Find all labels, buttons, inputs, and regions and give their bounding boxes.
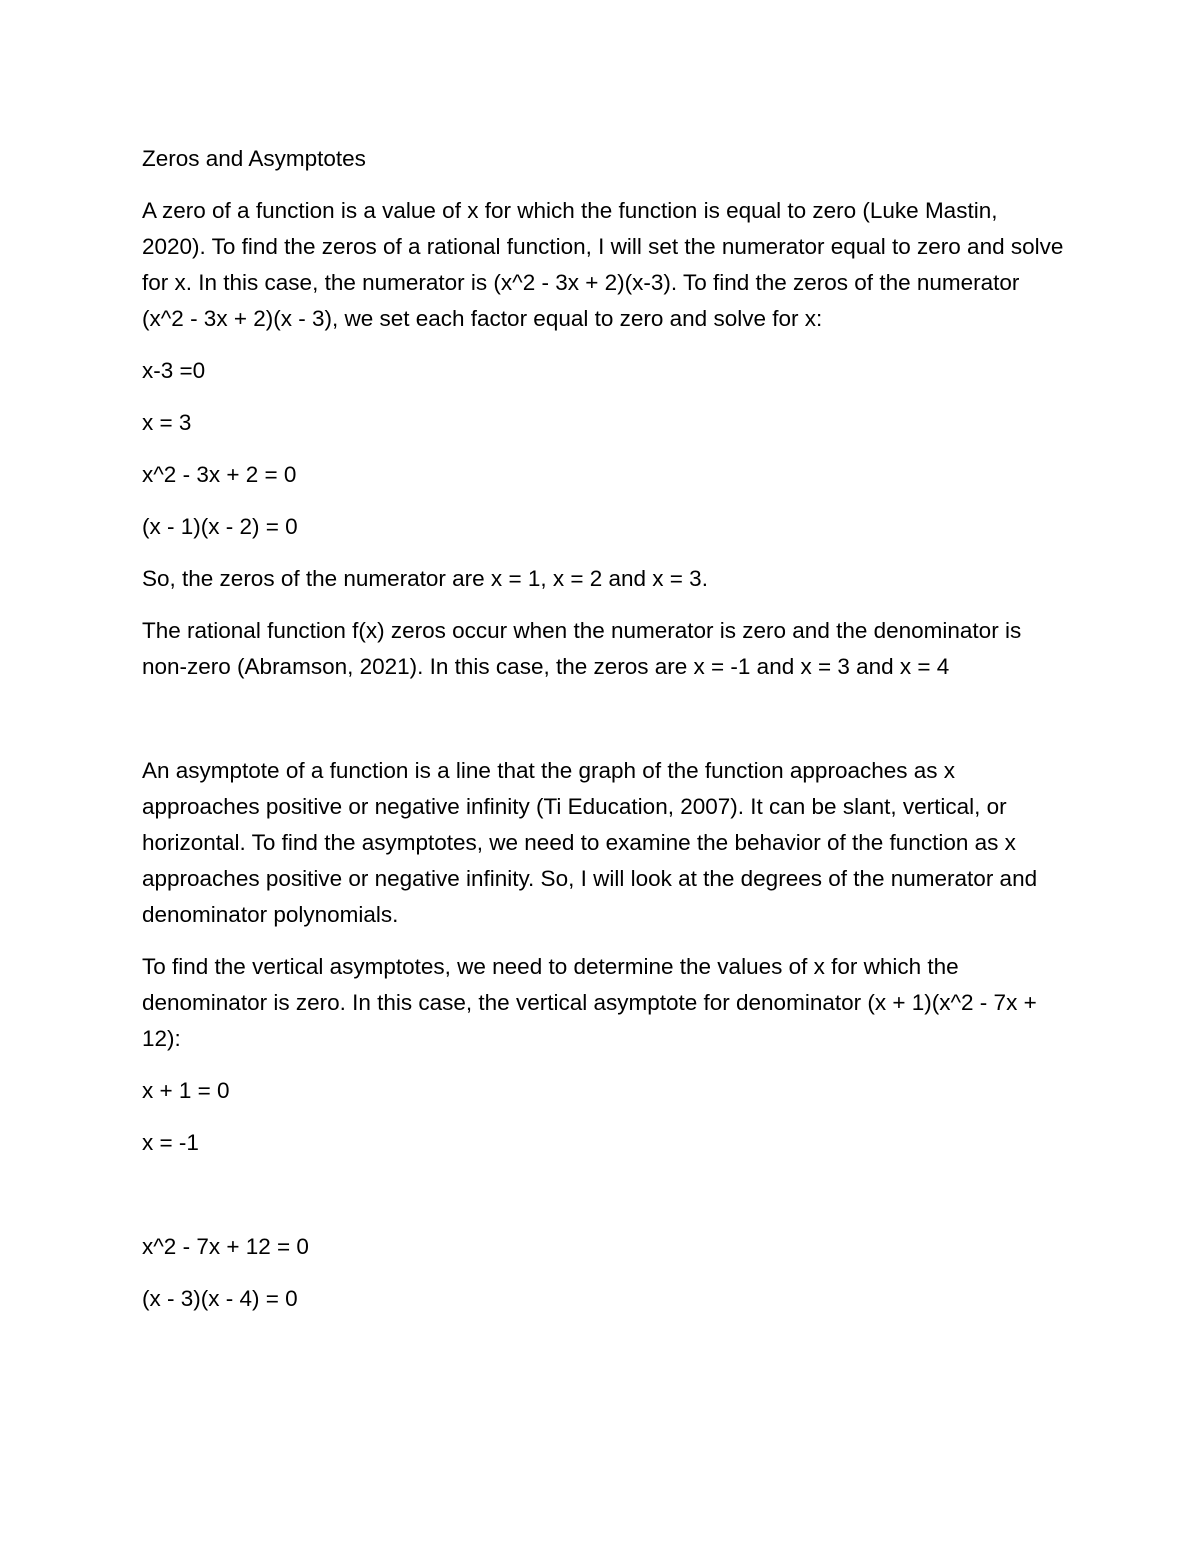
paragraph-numerator-zeros: So, the zeros of the numerator are x = 1, x = 2 and x = 3. xyxy=(142,566,708,591)
equation-factored-numerator: (x - 1)(x - 2) = 0 xyxy=(142,514,298,539)
blank-line xyxy=(142,701,1067,753)
equation-x-plus-1: x + 1 = 0 xyxy=(142,1078,230,1103)
equation-factored-denominator: (x - 3)(x - 4) = 0 xyxy=(142,1286,298,1311)
equation-x-minus-3: x-3 =0 xyxy=(142,358,206,383)
equation-quadratic-numerator: x^2 - 3x + 2 = 0 xyxy=(142,462,297,487)
paragraph-asymptote-definition: An asymptote of a function is a line that the graph of the function approaches as x approaches positive or negative infinity (Ti Education, 2007). It can be slant, vertical, or horizontal. To find the asymptotes, we need to examine the behavior of the function as x approaches positive or negative infinity. So, I will look at the degrees of the numerator and denominator polynomials. xyxy=(142,758,1038,927)
document-body xyxy=(142,141,1067,1333)
equation-x-equals-3: x = 3 xyxy=(142,410,192,435)
equation-x-equals-minus-1: x = -1 xyxy=(142,1130,199,1155)
equation-quadratic-denominator: x^2 - 7x + 12 = 0 xyxy=(142,1234,309,1259)
blank-line xyxy=(142,1177,1067,1229)
paragraph-zero-definition: A zero of a function is a value of x for which the function is equal to zero (Luke Mastin, 2020). To find the zeros of a rational function, I will set the numerator equal to zero and solve for x. In this case, the numerator is (x^2 - 3x + 2)(x-3). To find the zeros of the numerator (x^2 - 3x + 2)(x - 3), we set each factor equal to zero and solve for x: xyxy=(142,198,1064,331)
paragraph-vertical-asymptotes: To find the vertical asymptotes, we need to determine the values of x for which the denominator is zero. In this case, the vertical asymptote for denominator (x + 1)(x^2 - 7x + 12): xyxy=(142,954,1037,1051)
document-title: Zeros and Asymptotes xyxy=(142,146,366,171)
paragraph-rational-zeros: The rational function f(x) zeros occur when the numerator is zero and the denominator is non-zero (Abramson, 2021). In this case, the zeros are x = -1 and x = 3 and x = 4 xyxy=(142,618,1022,679)
